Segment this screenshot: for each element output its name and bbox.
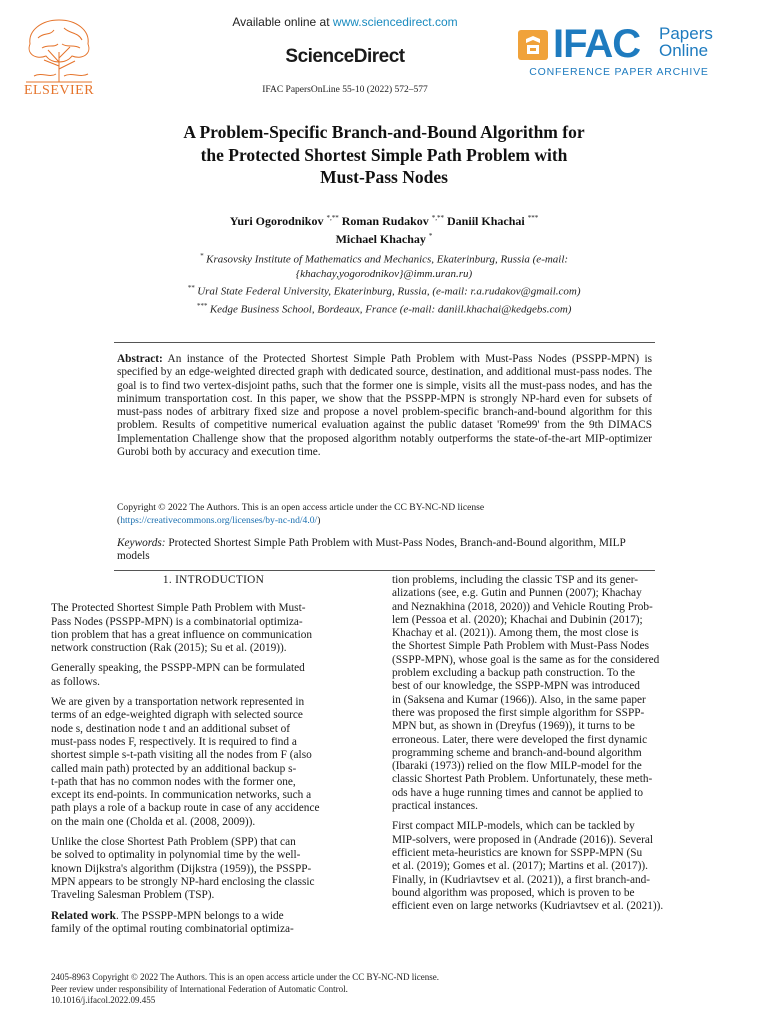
author-name: Daniil Khachai (447, 214, 525, 228)
paragraph-line: erroneous. Later, there were developed the first dynamic (392, 733, 648, 746)
author-name: Michael Khachay (335, 232, 426, 246)
section-heading: 1. INTRODUCTION (162, 574, 265, 586)
paragraph-line: MIP-solvers, were proposed in (Andrade (2016)). Several (392, 833, 654, 846)
paragraph-line: there was proposed the first simple algorithm for SSPP- (392, 706, 645, 719)
paragraph-line: Finally, in (Kudriavtsev et al. (2021)), a first branch-and- (392, 873, 651, 886)
affiliation-text: Krasovsky Institute of Mathematics and Mechanics, Ekaterinburg, Russia (e-mail: {khachay,yogorodnikov}@imm.uran.ru) (206, 253, 569, 280)
affiliation-mark: ** (187, 284, 195, 293)
paragraph-line: except its end-points. In communication networks, such a (51, 789, 312, 802)
ifac-emblem-icon (518, 30, 548, 60)
footer-doi: 10.1016/j.ifacol.2022.09.455 (51, 995, 156, 1006)
paragraph-line: (Ibaraki (1973)) relied on the flow MILP-model for the (392, 760, 642, 773)
paragraph-line: Related work. The PSSPP-MPN belongs to a wide (51, 909, 284, 922)
author-affiliation-mark: *,** (326, 214, 339, 222)
paragraph-line: best of our knowledge, the SSPP-MPN was introduced (392, 680, 640, 693)
paragraph-line: (SSPP-MPN), whose goal is the same as for the considered (392, 653, 660, 666)
paragraph-line: practical instances. (392, 800, 478, 813)
paragraph-line: be solved to optimality in polynomial time by the well- (51, 849, 301, 862)
paragraph-line: and Neznakhina (2018, 2020)) and Vehicle Routing Prob- (392, 600, 653, 613)
paragraph-line: et al. (2019); Gomes et al. (2017); Martins et al. (2017)). (392, 860, 648, 873)
paragraph-line: shortest simple s-t-path visiting all the nodes from F (also (51, 749, 312, 762)
paragraph-line: MPN but, as shown in (Dreyfus (1969)), it turns to be (392, 720, 635, 733)
paragraph-line: efficient meta-heuristics are known for SSPP-MPN (Su (392, 846, 643, 859)
affiliation-list (150, 249, 618, 317)
affiliation-text: Kedge Business School, Bordeaux, France (e-mail: daniil.khachai@kedgebs.com) (209, 303, 572, 316)
author-affiliation-mark: *** (527, 214, 539, 222)
affiliation-item (150, 281, 618, 299)
paragraph-line: known Dijkstra's algorithm (Dijkstra (1959)), the PSSPP- (51, 862, 312, 875)
paragraph-line: efficient even on large networks (Kudriavtsev et al. (2021)). (392, 900, 664, 913)
paragraph-line: alizations (see, e.g. Gutin and Punnen (2007); Khachay (392, 587, 642, 600)
paragraph-line: ods have a huge running times and cannot be applied to (392, 786, 643, 799)
paragraph-line: programming scheme and branch-and-bound algorithm (392, 746, 642, 759)
body-paragraph (392, 820, 718, 913)
elsevier-tree-icon (20, 14, 98, 84)
affiliation-mark: * (199, 252, 204, 260)
sciencedirect-logo: ScienceDirect (285, 46, 405, 67)
keywords-label: Keywords: (117, 537, 166, 549)
footer (51, 972, 711, 1007)
body-paragraph (51, 602, 376, 655)
paragraph-line: path plays a role of a backup route in case of any accidence (51, 802, 320, 815)
paragraph-line: classic Shortest Path Problem. Unfortunately, these meth- (392, 773, 653, 786)
abstract-text: An instance of the Protected Shortest Simple Path Problem with Must-Pass Nodes (PSSPP-MPN) is specified by an edge-weighted directed graph with dedicated source, destination, and additional must-pass nodes. The goal is to find two vertex-disjoint paths, such that the former one is simple, visits all the must-pass nodes, and has the minimum transportation cost. In this paper, we show that the PSSPP-MPN is strongly NP-hard even for subsets of must-pass nodes of arbitrary fixed size and propose a novel problem-specific branch-and-bound algorithm for this problem. Results of competitive numerical evaluation against the public dataset 'Rome99' from the 9th DIMACS Implementation Challenge show that the proposed algorithm notably outperforms the state-of-the-art MIP-optimizer Gurobi both by accuracy and execution time. (117, 353, 652, 459)
paragraph-line: family of the optimal routing combinatorial optimiza- (51, 922, 294, 935)
paragraph-line: in (Saksena and Kumar (1966)). Also, in the same paper (392, 693, 646, 706)
paragraph-line: the Shortest Simple Path Problem with Must-Pass Nodes (392, 640, 650, 653)
paragraph-line: Unlike the close Shortest Path Problem (SPP) that can (51, 836, 296, 849)
abstract-label: Abstract: (117, 353, 163, 365)
ifac-archive-label: CONFERENCE PAPER ARCHIVE (529, 66, 709, 78)
paragraph-line: Khachay et al. (2021)). Among them, the most close is (392, 627, 639, 640)
right-column-paragraphs (392, 574, 718, 913)
paragraph-line: as follows. (51, 675, 100, 688)
license-paren-close: ) (317, 514, 321, 526)
abstract-bottom-rule (114, 570, 655, 571)
keywords (117, 537, 652, 564)
ifac-wordmark: IFAC (553, 22, 641, 66)
paragraph-line: network construction (Rak (2015); Su et al. (2019)). (51, 642, 287, 655)
footer-peer-review: Peer review under responsibility of International Federation of Automatic Control. (51, 983, 348, 994)
paragraph-line: on the main one (Cholda et al. (2008, 2009)). (51, 815, 256, 828)
paragraph-line: Traveling Salesman Problem (TSP). (51, 889, 215, 902)
paragraph-line: lem (Pessoa et al. (2020); Khachai and Dubinin (2017); (392, 613, 643, 626)
author-list (150, 211, 618, 247)
paragraph-line: bound algorithm was proposed, which is proven to be (392, 886, 635, 899)
sciencedirect-link[interactable]: www.sciencedirect.com (332, 15, 458, 29)
paragraph-line: tion problems, including the classic TSP and its gener- (392, 574, 639, 586)
footer-issn-copyright: 2405-8963 Copyright © 2022 The Authors. This is an open access article under the CC BY-NC-ND license. (51, 972, 439, 982)
author-affiliation-mark: * (428, 232, 433, 240)
author-name: Yuri Ogorodnikov (229, 214, 324, 228)
right-column (392, 574, 718, 920)
ifac-papers-label: Papers (659, 24, 713, 43)
abstract (117, 353, 652, 459)
affiliation-item (150, 299, 618, 317)
paragraph-line: First compact MILP-models, which can be tackled by (392, 820, 635, 833)
affiliation-item (150, 249, 618, 281)
journal-citation: IFAC PapersOnLine 55-10 (2022) 572–577 (262, 85, 428, 95)
paragraph-line: node s, destination node t and an additional subset of (51, 722, 291, 735)
paragraph-line: terms of an edge-weighted digraph with selected source (51, 709, 303, 722)
paragraph-line: problem excluding a backup path construction. To the (392, 667, 636, 680)
body-paragraph (51, 662, 376, 689)
paragraph-line: tion problem that has a great influence on communication (51, 628, 313, 641)
body-paragraph (392, 574, 718, 813)
author-name: Roman Rudakov (341, 214, 429, 228)
license-link[interactable]: https://creativecommons.org/licenses/by-nc-nd/4.0/ (120, 514, 318, 526)
license-paren-open: ( (117, 514, 121, 526)
body-paragraph (51, 696, 376, 829)
body-paragraph (51, 910, 376, 937)
available-online-label: Available online at (232, 15, 333, 29)
affiliation-text: Ural State Federal University, Ekaterinburg, Russia, (e-mail: r.a.rudakov@gmail.com) (197, 285, 581, 298)
paragraph-line: Generally speaking, the PSSPP-MPN can be formulated (51, 662, 305, 675)
copyright-notice (117, 502, 652, 527)
available-online-line (195, 15, 495, 29)
keywords-text: Protected Shortest Simple Path Problem with Must-Pass Nodes, Branch-and-Bound algorithm, MILP models (117, 537, 626, 563)
paragraph-line: must-pass nodes F, respectively. It is required to find a (51, 735, 297, 748)
affiliation-mark: *** (196, 301, 208, 310)
ifac-online-label: Online (659, 41, 709, 60)
abstract-top-rule (114, 342, 655, 343)
paragraph-line: Pass Nodes (PSSPP-MPN) is a combinatorial optimiza- (51, 615, 303, 628)
copyright-text: Copyright © 2022 The Authors. This is an open access article under the CC BY-NC-ND license (117, 502, 485, 513)
left-column (51, 574, 376, 943)
paragraph-line: We are given by a transportation network represented in (51, 696, 305, 709)
paper-title: A Problem-Specific Branch-and-Bound Algorithm for the Protected Shortest Simple Path Problem with Must-Pass Nodes (183, 122, 585, 187)
paragraph-line: called main path) protected by an additional backup s- (51, 762, 297, 775)
left-column-paragraphs (51, 602, 376, 936)
author-affiliation-mark: *,** (431, 214, 445, 222)
elsevier-wordmark: ELSEVIER (23, 83, 95, 98)
body-paragraph (51, 836, 376, 902)
paragraph-line: MPN appears to be strongly NP-hard enclosing the classic (51, 875, 315, 888)
paragraph-line: t-path that has no common nodes with the former one, (51, 775, 296, 788)
paragraph-line: The Protected Shortest Simple Path Problem with Must- (51, 602, 306, 615)
